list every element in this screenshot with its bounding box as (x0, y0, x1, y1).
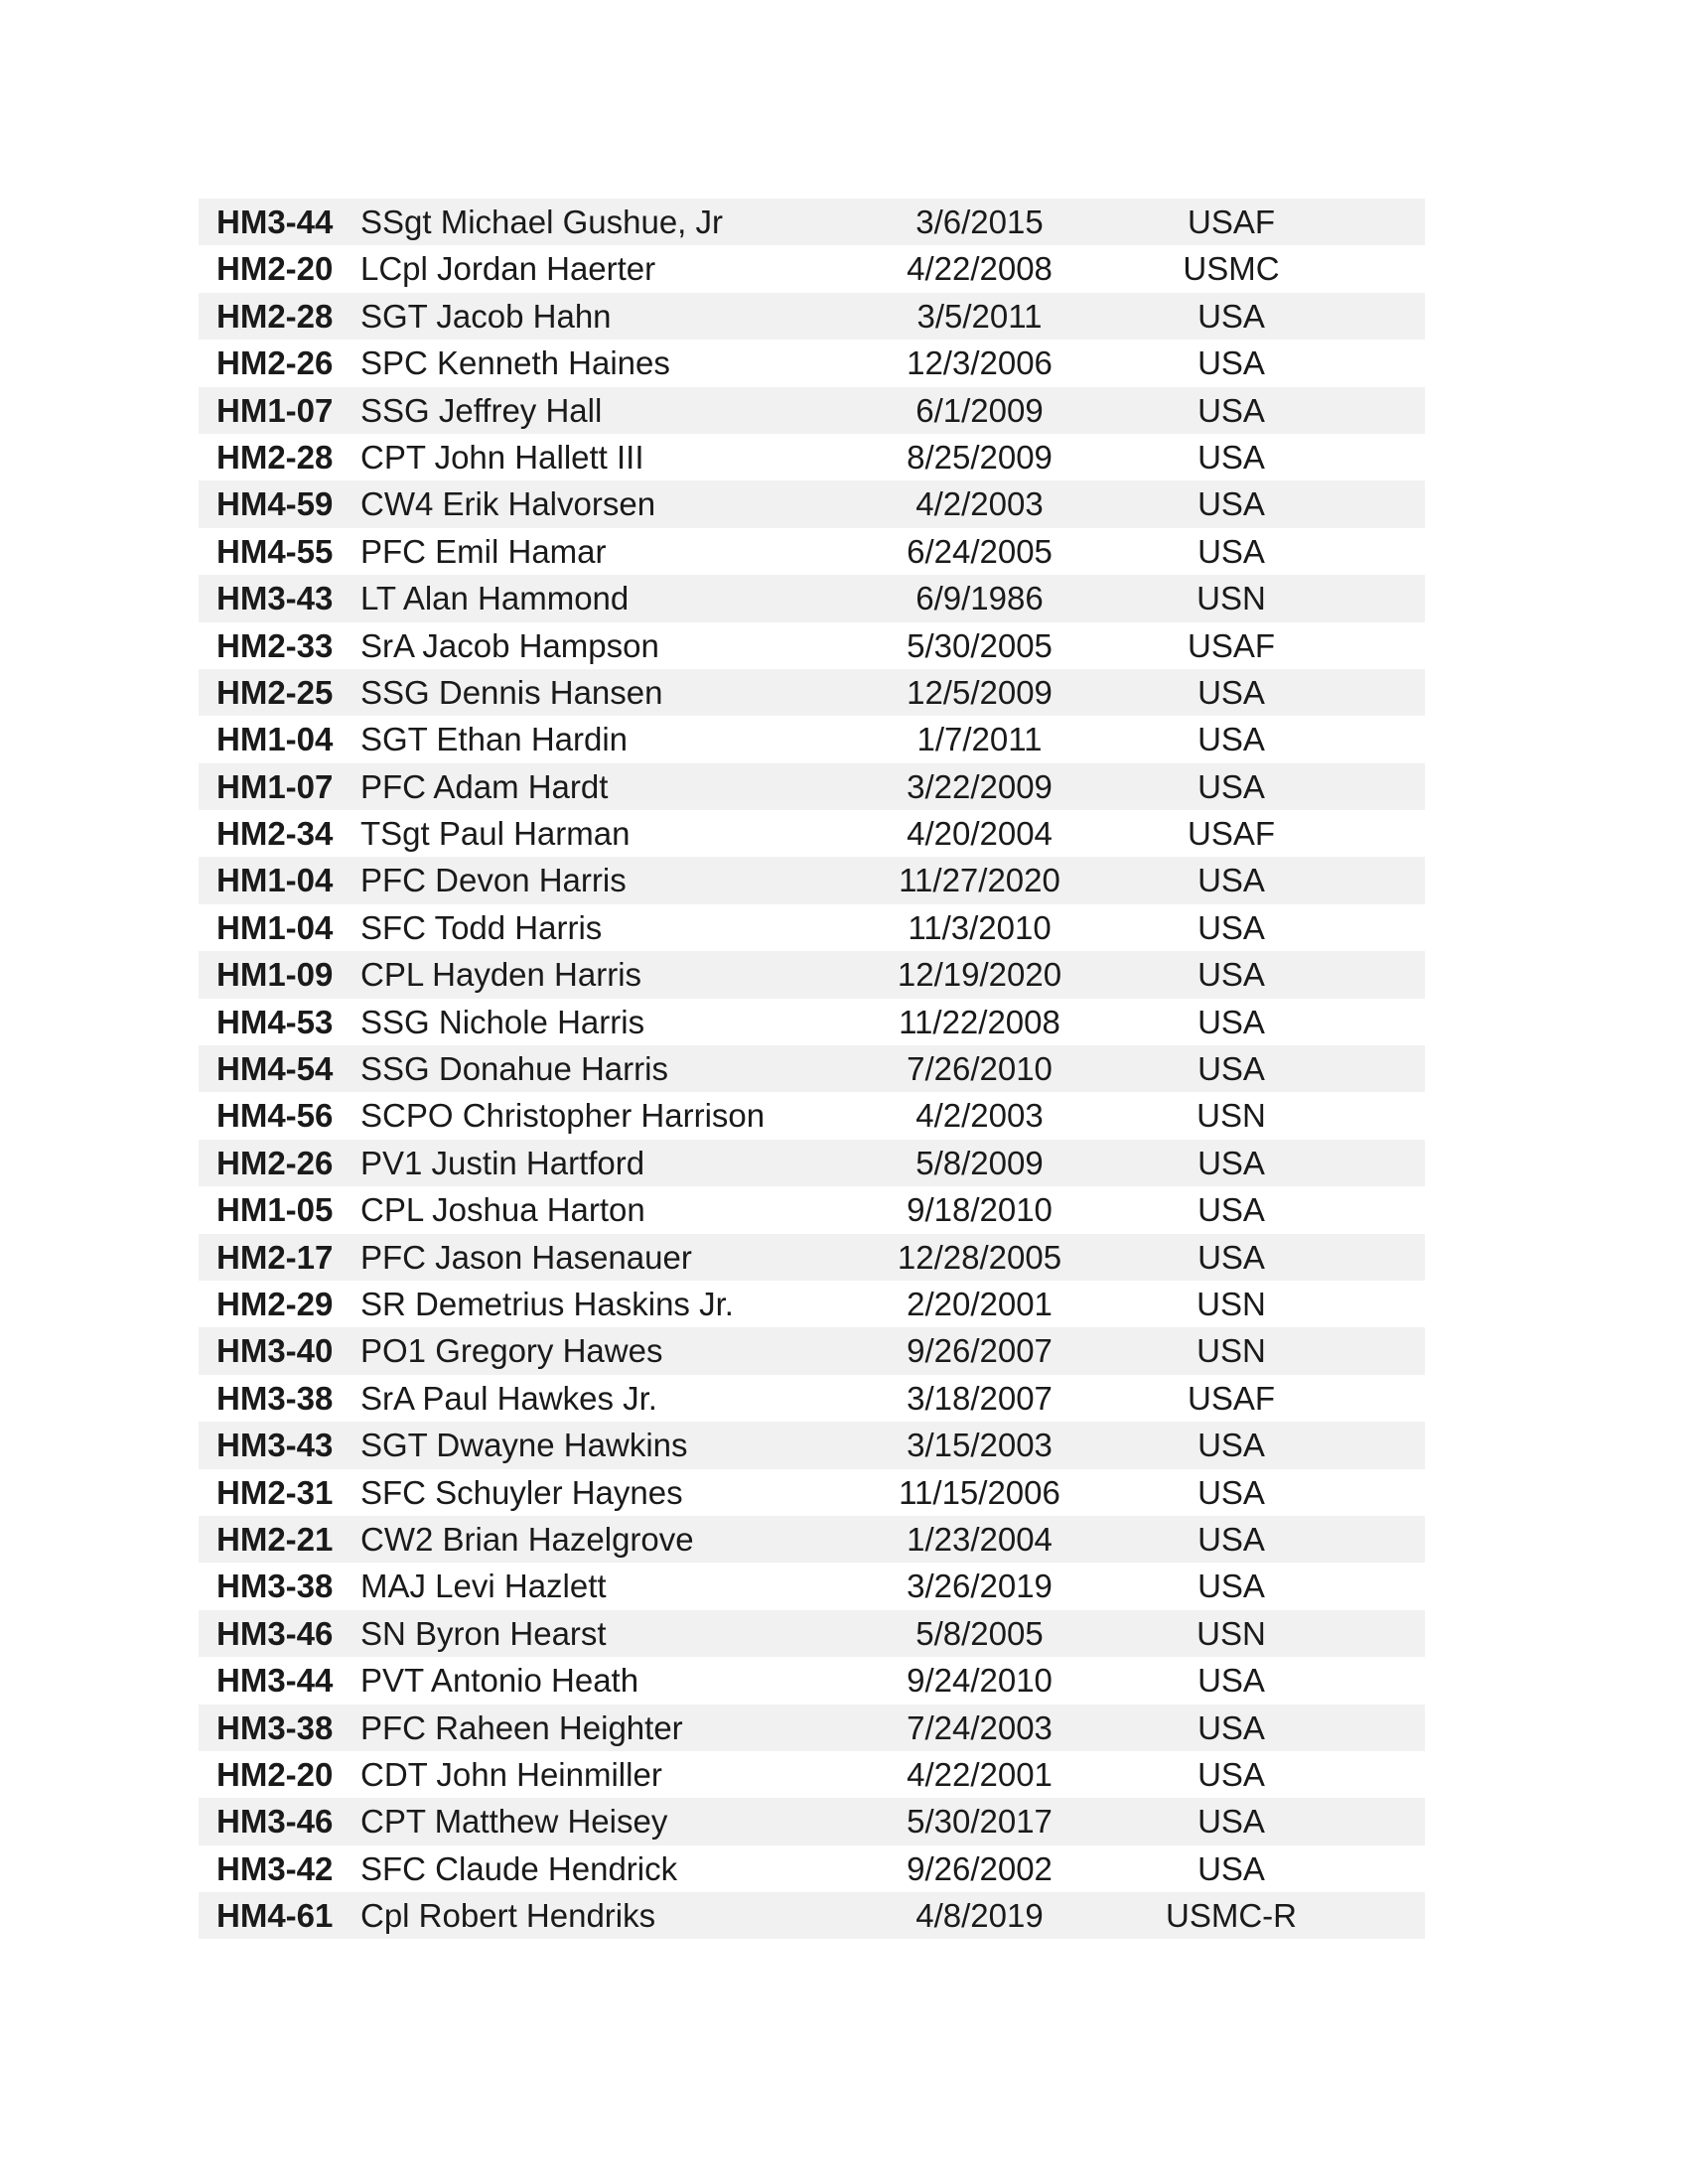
marker-code: HM2-31 (216, 1473, 334, 1511)
service-member-name: CPL Joshua Harton (360, 1191, 645, 1229)
service-member-name: SrA Paul Hawkes Jr. (360, 1379, 657, 1417)
table-row (199, 622, 1425, 669)
service-member-name: SrA Jacob Hampson (360, 626, 659, 664)
date-of-death: 12/19/2020 (897, 956, 1062, 994)
date-of-death: 4/22/2001 (907, 1755, 1053, 1793)
marker-code: HM1-04 (216, 862, 334, 899)
date-of-death: 1/7/2011 (916, 721, 1043, 758)
marker-code: HM3-38 (216, 1379, 334, 1417)
table-row (199, 1092, 1425, 1139)
table-row (199, 340, 1425, 386)
table-row (199, 1045, 1425, 1092)
date-of-death: 6/24/2005 (907, 532, 1053, 570)
date-of-death: 7/26/2010 (907, 1050, 1053, 1088)
service-member-name: MAJ Levi Hazlett (360, 1568, 607, 1605)
service-branch: USA (1197, 532, 1265, 570)
service-branch: USA (1197, 485, 1265, 523)
service-branch: USA (1197, 1238, 1265, 1276)
service-branch: USA (1197, 1003, 1265, 1040)
table-row (199, 1798, 1425, 1844)
date-of-death: 8/25/2009 (907, 438, 1053, 476)
marker-code: HM1-05 (216, 1191, 334, 1229)
table-row (199, 1281, 1425, 1327)
service-branch: USN (1196, 1614, 1266, 1652)
table-row (199, 199, 1425, 245)
service-branch: USN (1196, 580, 1266, 617)
table-row (199, 810, 1425, 857)
service-branch: USAF (1187, 204, 1275, 240)
service-branch: USN (1196, 1332, 1266, 1370)
service-branch: USA (1197, 721, 1265, 758)
service-branch: USA (1197, 1473, 1265, 1511)
date-of-death: 5/30/2005 (907, 626, 1053, 664)
table-row (199, 528, 1425, 575)
marker-code: HM3-46 (216, 1803, 334, 1841)
service-member-name: PV1 Justin Hartford (360, 1144, 645, 1181)
service-member-name: SCPO Christopher Harrison (360, 1097, 766, 1135)
service-branch: USA (1197, 1427, 1265, 1464)
table-row (199, 716, 1425, 762)
marker-code: HM4-56 (216, 1097, 334, 1135)
marker-code: HM2-20 (216, 1755, 334, 1793)
date-of-death: 11/27/2020 (899, 862, 1060, 899)
service-member-name: SGT Ethan Hardin (360, 721, 629, 758)
marker-code: HM2-28 (216, 438, 334, 476)
date-of-death: 5/30/2017 (907, 1803, 1053, 1841)
service-branch: USA (1197, 956, 1265, 994)
service-member-name: SGT Jacob Hahn (360, 297, 612, 335)
service-branch: USA (1197, 1755, 1265, 1793)
marker-code: HM2-26 (216, 344, 334, 382)
marker-code: HM3-40 (216, 1332, 334, 1370)
marker-code: HM4-61 (216, 1897, 334, 1935)
service-member-name: SSG Dennis Hansen (360, 673, 663, 711)
marker-code: HM1-09 (216, 956, 334, 994)
marker-code: HM3-38 (216, 1568, 334, 1605)
table-row (199, 480, 1425, 527)
table-row (199, 1469, 1425, 1516)
marker-code: HM3-46 (216, 1614, 334, 1652)
service-member-name: CW4 Erik Halvorsen (360, 485, 656, 523)
service-branch: USA (1197, 1520, 1265, 1558)
date-of-death: 4/2/2003 (915, 1097, 1044, 1135)
service-member-name: SR Demetrius Haskins Jr. (360, 1285, 734, 1322)
service-member-name: TSgt Paul Harman (360, 815, 631, 853)
date-of-death: 3/15/2003 (907, 1427, 1053, 1464)
table-row (199, 1610, 1425, 1657)
date-of-death: 9/26/2007 (907, 1332, 1053, 1370)
table-row (199, 999, 1425, 1045)
service-branch: USA (1197, 1708, 1265, 1746)
date-of-death: 11/15/2006 (899, 1473, 1060, 1511)
marker-code: HM2-26 (216, 1144, 334, 1181)
service-member-name: SGT Dwayne Hawkins (360, 1427, 688, 1464)
date-of-death: 12/3/2006 (907, 344, 1053, 382)
service-member-name: CW2 Brian Hazelgrove (360, 1520, 694, 1558)
service-branch: USAF (1187, 626, 1275, 664)
table-row (199, 293, 1425, 340)
marker-code: HM2-21 (216, 1520, 334, 1558)
table-row (199, 575, 1425, 621)
service-member-name: PFC Jason Hasenauer (360, 1238, 692, 1276)
date-of-death: 6/1/2009 (915, 391, 1044, 429)
table-row (199, 857, 1425, 903)
date-of-death: 3/6/2015 (915, 204, 1044, 240)
marker-code: HM2-17 (216, 1238, 334, 1276)
service-member-name: PFC Devon Harris (360, 862, 627, 899)
table-row (199, 763, 1425, 810)
service-member-name: PFC Raheen Heighter (360, 1708, 683, 1746)
marker-code: HM2-28 (216, 297, 334, 335)
date-of-death: 1/23/2004 (907, 1520, 1053, 1558)
date-of-death: 6/9/1986 (915, 580, 1044, 617)
marker-code: HM4-54 (216, 1050, 334, 1088)
date-of-death: 3/18/2007 (907, 1379, 1053, 1417)
marker-code: HM2-33 (216, 626, 334, 664)
date-of-death: 3/5/2011 (916, 297, 1043, 335)
table-row (199, 1234, 1425, 1281)
service-branch: USA (1197, 1050, 1265, 1088)
service-branch: USAF (1187, 1379, 1275, 1417)
service-member-name: LT Alan Hammond (360, 580, 630, 617)
table-row (199, 1375, 1425, 1422)
marker-code: HM3-44 (216, 204, 334, 240)
marker-code: HM2-20 (216, 250, 334, 288)
service-member-name: SPC Kenneth Haines (360, 344, 670, 382)
table-row (199, 1892, 1425, 1939)
service-branch: USA (1197, 767, 1265, 805)
service-member-name: PFC Adam Hardt (360, 767, 609, 805)
date-of-death: 4/20/2004 (907, 815, 1053, 853)
service-member-name: PFC Emil Hamar (360, 532, 607, 570)
table-row (199, 1845, 1425, 1892)
marker-code: HM4-59 (216, 485, 334, 523)
table-row (199, 951, 1425, 998)
service-member-name: LCpl Jordan Haerter (360, 250, 656, 288)
date-of-death: 5/8/2009 (915, 1144, 1044, 1181)
service-member-name: SSG Donahue Harris (360, 1050, 668, 1088)
table-row (199, 1705, 1425, 1751)
service-branch: USA (1197, 1144, 1265, 1181)
service-member-name: PO1 Gregory Hawes (360, 1332, 663, 1370)
table-row (199, 669, 1425, 716)
marker-code: HM2-25 (216, 673, 334, 711)
service-branch: USA (1197, 862, 1265, 899)
service-member-name: SFC Todd Harris (360, 908, 603, 946)
date-of-death: 11/22/2008 (899, 1003, 1060, 1040)
service-branch: USA (1197, 391, 1265, 429)
date-of-death: 7/24/2003 (907, 1708, 1053, 1746)
service-branch: USMC (1183, 250, 1280, 288)
service-branch: USAF (1187, 815, 1275, 853)
marker-code: HM3-42 (216, 1849, 334, 1887)
date-of-death: 12/5/2009 (907, 673, 1053, 711)
service-branch: USA (1197, 673, 1265, 711)
service-branch: USA (1197, 297, 1265, 335)
date-of-death: 5/8/2005 (915, 1614, 1044, 1652)
marker-code: HM3-43 (216, 580, 334, 617)
marker-code: HM4-53 (216, 1003, 334, 1040)
service-branch: USN (1196, 1097, 1266, 1135)
service-branch: USMC-R (1166, 1897, 1297, 1935)
service-member-name: SSG Jeffrey Hall (360, 391, 603, 429)
date-of-death: 11/3/2010 (908, 908, 1052, 946)
table-row (199, 1422, 1425, 1468)
service-member-name: Cpl Robert Hendriks (360, 1897, 656, 1935)
date-of-death: 4/2/2003 (915, 485, 1044, 523)
service-member-name: CPL Hayden Harris (360, 956, 642, 994)
date-of-death: 3/26/2019 (907, 1568, 1053, 1605)
service-branch: USA (1197, 1191, 1265, 1229)
service-branch: USA (1197, 1803, 1265, 1841)
date-of-death: 9/18/2010 (907, 1191, 1053, 1229)
service-branch: USN (1196, 1285, 1266, 1322)
date-of-death: 9/24/2010 (907, 1662, 1053, 1700)
date-of-death: 9/26/2002 (907, 1849, 1053, 1887)
service-branch: USA (1197, 1662, 1265, 1700)
service-branch: USA (1197, 1568, 1265, 1605)
table-row (199, 1516, 1425, 1563)
service-branch: USA (1197, 344, 1265, 382)
date-of-death: 3/22/2009 (907, 767, 1053, 805)
service-member-name: SSgt Michael Gushue, Jr (360, 204, 723, 240)
table-row (199, 434, 1425, 480)
marker-code: HM3-44 (216, 1662, 334, 1700)
service-member-name: PVT Antonio Heath (360, 1662, 639, 1700)
date-of-death: 4/8/2019 (915, 1897, 1044, 1935)
marker-code: HM4-55 (216, 532, 334, 570)
roster-table (199, 199, 1425, 1939)
date-of-death: 4/22/2008 (907, 250, 1053, 288)
table-row (199, 387, 1425, 434)
service-member-name: CPT Matthew Heisey (360, 1803, 668, 1841)
service-member-name: CDT John Heinmiller (360, 1755, 662, 1793)
table-row (199, 1657, 1425, 1704)
service-member-name: CPT John Hallett III (360, 438, 644, 476)
service-member-name: SSG Nichole Harris (360, 1003, 645, 1040)
table-row (199, 904, 1425, 951)
date-of-death: 12/28/2005 (897, 1238, 1062, 1276)
table-row (199, 1751, 1425, 1798)
service-member-name: SN Byron Hearst (360, 1614, 607, 1652)
table-row (199, 1563, 1425, 1609)
marker-code: HM1-07 (216, 767, 334, 805)
service-member-name: SFC Schuyler Haynes (360, 1473, 683, 1511)
service-branch: USA (1197, 908, 1265, 946)
date-of-death: 2/20/2001 (907, 1285, 1053, 1322)
marker-code: HM3-43 (216, 1427, 334, 1464)
marker-code: HM1-04 (216, 721, 334, 758)
table-row (199, 1327, 1425, 1374)
marker-code: HM3-38 (216, 1708, 334, 1746)
table-row (199, 1140, 1425, 1186)
service-branch: USA (1197, 438, 1265, 476)
table-row (199, 1186, 1425, 1233)
marker-code: HM2-34 (216, 815, 334, 853)
marker-code: HM1-07 (216, 391, 334, 429)
table-row (199, 245, 1425, 292)
marker-code: HM2-29 (216, 1285, 334, 1322)
marker-code: HM1-04 (216, 908, 334, 946)
service-branch: USA (1197, 1849, 1265, 1887)
service-member-name: SFC Claude Hendrick (360, 1849, 678, 1887)
